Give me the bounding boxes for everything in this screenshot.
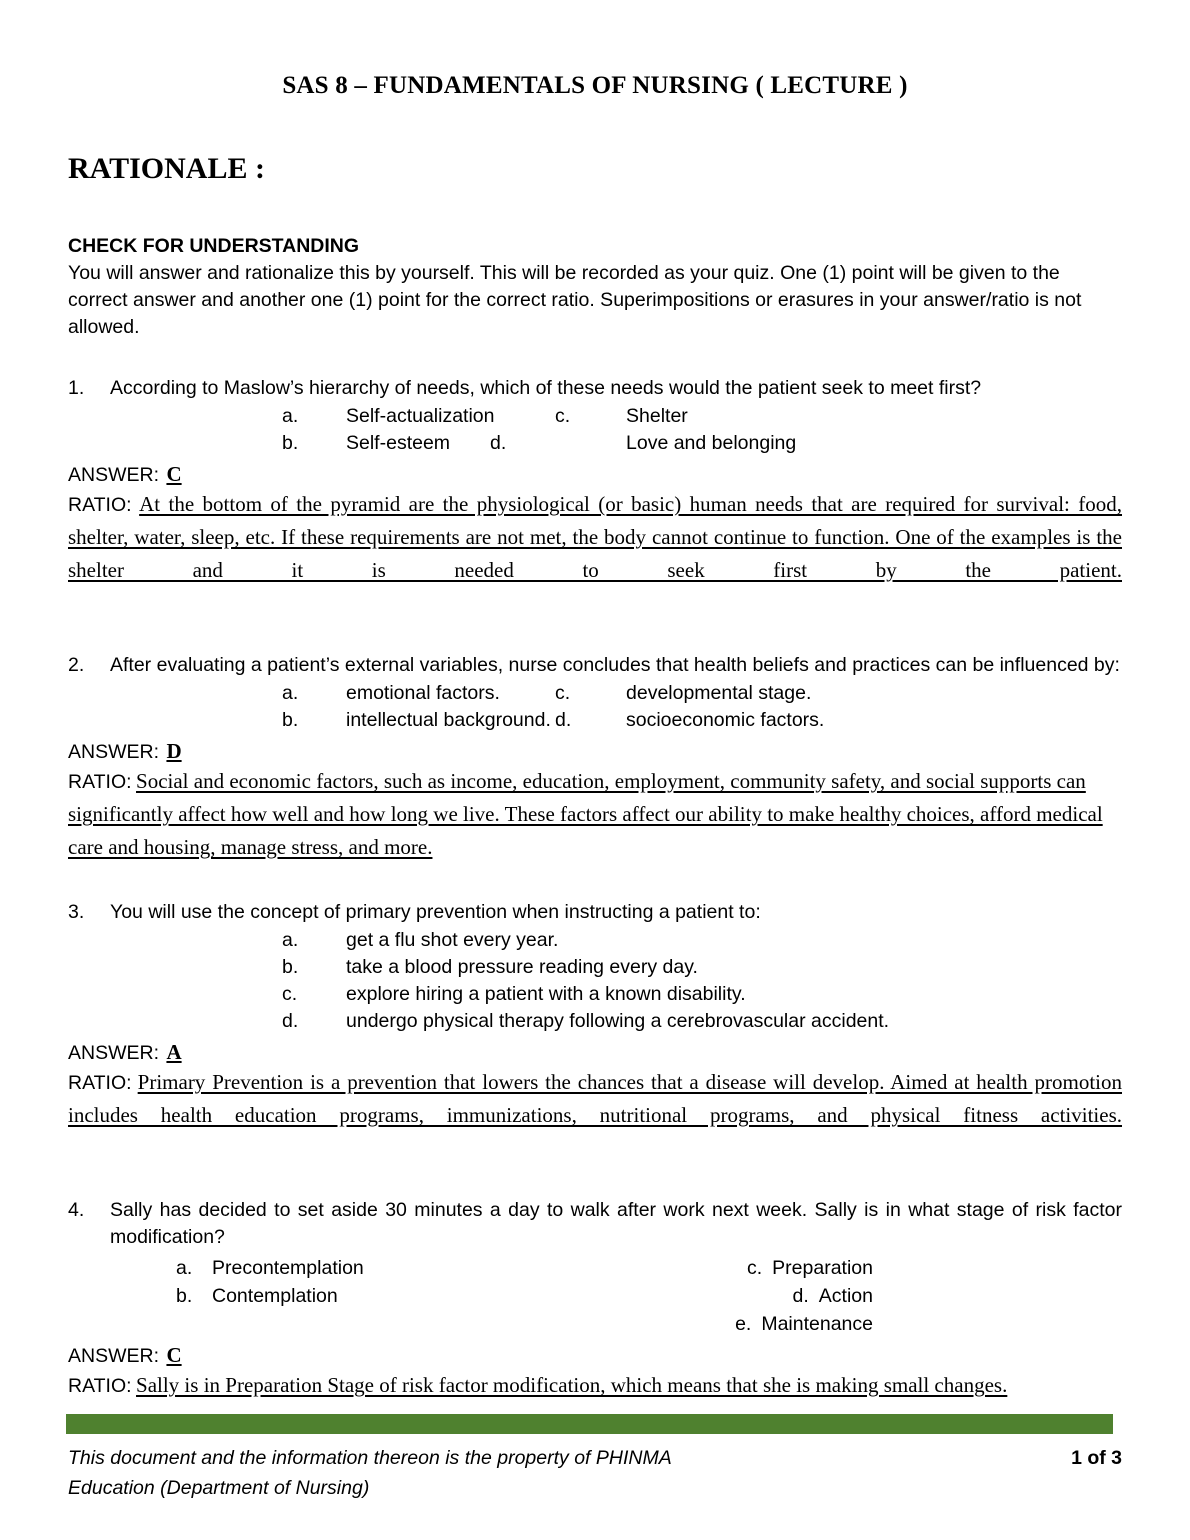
answer-label-1: ANSWER:: [68, 464, 160, 486]
option-letter-a-3: a.: [282, 929, 299, 951]
question-prompt-2: After evaluating a patient’s external variables, nurse concludes that health beliefs and practices can be influenced by:: [110, 654, 1120, 676]
question-number-1: 1.: [68, 377, 85, 399]
option-letter-d-3: d.: [282, 1010, 299, 1032]
question-block-2: [68, 652, 1122, 865]
ratio-line-2: [68, 766, 1122, 865]
option-text-e-4: Maintenance: [761, 1313, 873, 1335]
question-block-1: [68, 375, 1122, 618]
footer-notice-line-1: This document and the information thereon is the property of PHINMA: [68, 1447, 672, 1469]
option-letter-c-3: c.: [282, 983, 298, 1005]
question-prompt-4: Sally has decided to set aside 30 minutes a day to walk after work next week. Sally is in what stage of risk factor modification?: [110, 1199, 1122, 1248]
answer-value-3: A: [166, 1040, 182, 1064]
answer-line-4: [68, 1341, 1122, 1370]
instructions-paragraph: You will answer and rationalize this by yourself. This will be recorded as your quiz. One (1) point will be given to the correct answer and another one (1) point for the correct ratio. Superimpositions or erasures in your answer/ratio is not allowed.: [68, 262, 1082, 338]
option-row-bd-1: [68, 430, 1122, 457]
ratio-line-4: [68, 1370, 1122, 1403]
question-block-4: [68, 1197, 1122, 1403]
option-letter-e-4: e.: [735, 1313, 752, 1335]
answer-line-3: [68, 1038, 1122, 1067]
rationale-heading: RATIONALE :: [68, 152, 265, 185]
option-letter-b-2: b.: [282, 709, 299, 731]
answer-label-3: ANSWER:: [68, 1042, 160, 1064]
question-text-3: [68, 899, 1122, 926]
ratio-text-1: At the bottom of the pyramid are the physiological (or basic) human needs that are required for survival: food, shelter, water, sleep, etc. If these requirements are not met, the body cannot continue to function. One of the examples is the shelter and it is needed to seek first by the patient.: [68, 492, 1122, 582]
ratio-label-1: RATIO:: [68, 494, 132, 516]
footer-green-bar: [66, 1414, 1113, 1434]
question-text-2: [68, 652, 1122, 679]
option-row-bd-2: [68, 707, 1122, 734]
ratio-text-2: Social and economic factors, such as income, education, employment, community safety, and social supports can significantly affect how well and how long we live. These factors affect our ability to make healthy choices, afford medical care and housing, manage stress, and more.: [68, 769, 1103, 859]
answer-line-1: [68, 460, 1122, 489]
answer-value-4: C: [166, 1343, 182, 1367]
option-letter-d-4: d.: [792, 1285, 809, 1307]
footer-page-number: 1 of 3: [1071, 1447, 1122, 1469]
question-prompt-1: According to Maslow’s hierarchy of needs, which of these needs would the patient seek to meet first?: [110, 377, 982, 399]
option-letter-a-1: a.: [282, 405, 299, 427]
option-row-e-4: [588, 1310, 873, 1338]
option-letter-b-1: b.: [282, 432, 299, 454]
option-text-b-4: Contemplation: [212, 1285, 338, 1307]
option-text-a-2: emotional factors.: [346, 682, 500, 704]
option-row-a-4: [176, 1254, 556, 1282]
option-text-c-1: Shelter: [626, 405, 688, 427]
answer-label-4: ANSWER:: [68, 1345, 160, 1367]
question-block-3: [68, 899, 1122, 1163]
question-number-4: 4.: [68, 1199, 85, 1221]
answer-value-2: D: [166, 739, 182, 763]
option-letter-c-1: c.: [555, 405, 571, 427]
ratio-label-2: RATIO:: [68, 771, 132, 793]
option-row-ac-2: [68, 680, 1122, 707]
footer-notice-line-2: Education (Department of Nursing): [68, 1477, 370, 1499]
options-list-4: [68, 1254, 1122, 1338]
ratio-text-3: Primary Prevention is a prevention that lowers the chances that a disease will develop. Aimed at health promotion includes health education programs, immunizations, nutritional programs, and physical fitness activities.: [68, 1070, 1122, 1127]
option-text-c-3: explore hiring a patient with a known disability.: [346, 983, 746, 1005]
option-text-b-2: intellectual background.: [346, 709, 551, 731]
options-column-right-4: [588, 1254, 873, 1338]
option-letter-b-3: b.: [282, 956, 299, 978]
options-list-2: [68, 680, 1122, 734]
option-row-d-3: [68, 1008, 1122, 1035]
option-letter-a-2: a.: [282, 682, 299, 704]
option-row-d-4: [588, 1282, 873, 1310]
options-list-3: [68, 927, 1122, 1035]
option-letter-d-1: d.: [490, 432, 507, 454]
question-number-3: 3.: [68, 901, 85, 923]
option-letter-a-4: a.: [176, 1257, 193, 1279]
option-text-b-1: Self-esteem: [346, 432, 451, 454]
question-text-4: [68, 1197, 1122, 1251]
option-row-b-4: [176, 1282, 556, 1310]
option-letter-c-2: c.: [555, 682, 571, 704]
option-text-a-3: get a flu shot every year.: [346, 929, 559, 951]
option-text-d-2: socioeconomic factors.: [626, 709, 825, 731]
option-letter-d-2: d.: [555, 709, 572, 731]
option-row-a-3: [68, 927, 1122, 954]
option-text-c-2: developmental stage.: [626, 682, 812, 704]
question-number-2: 2.: [68, 654, 85, 676]
ratio-label-3: RATIO:: [68, 1072, 132, 1094]
option-text-a-4: Precontemplation: [212, 1257, 364, 1279]
footer-notice: [68, 1443, 868, 1503]
question-prompt-3: You will use the concept of primary prevention when instructing a patient to:: [110, 901, 761, 923]
option-letter-c-4: c.: [747, 1257, 763, 1279]
option-row-b-3: [68, 954, 1122, 981]
answer-line-2: [68, 737, 1122, 766]
page-title: SAS 8 – FUNDAMENTALS OF NURSING ( LECTURE ): [282, 72, 908, 99]
option-text-d-4: Action: [818, 1285, 873, 1307]
ratio-text-4: Sally is in Preparation Stage of risk factor modification, which means that she is making small changes.: [136, 1373, 1008, 1397]
option-text-b-3: take a blood pressure reading every day.: [346, 956, 698, 978]
option-text-d-3: undergo physical therapy following a cerebrovascular accident.: [346, 1010, 890, 1032]
section-heading-check-for-understanding: CHECK FOR UNDERSTANDING: [68, 235, 360, 257]
ratio-line-1: [68, 489, 1122, 618]
ratio-line-3: [68, 1067, 1122, 1163]
option-text-a-1: Self-actualization: [346, 405, 495, 427]
answer-value-1: C: [166, 462, 182, 486]
option-letter-b-4: b.: [176, 1285, 193, 1307]
answer-label-2: ANSWER:: [68, 741, 160, 763]
question-text-1: [68, 375, 1122, 402]
option-row-c-3: [68, 981, 1122, 1008]
option-row-c-4: [588, 1254, 873, 1282]
options-column-left-4: [176, 1254, 556, 1310]
options-list-1: [68, 403, 1122, 457]
ratio-label-4: RATIO:: [68, 1375, 132, 1397]
option-row-ac-1: [68, 403, 1122, 430]
option-text-c-4: Preparation: [772, 1257, 873, 1279]
document-content: [68, 234, 1122, 1403]
option-text-d-1: Love and belonging: [626, 432, 797, 454]
